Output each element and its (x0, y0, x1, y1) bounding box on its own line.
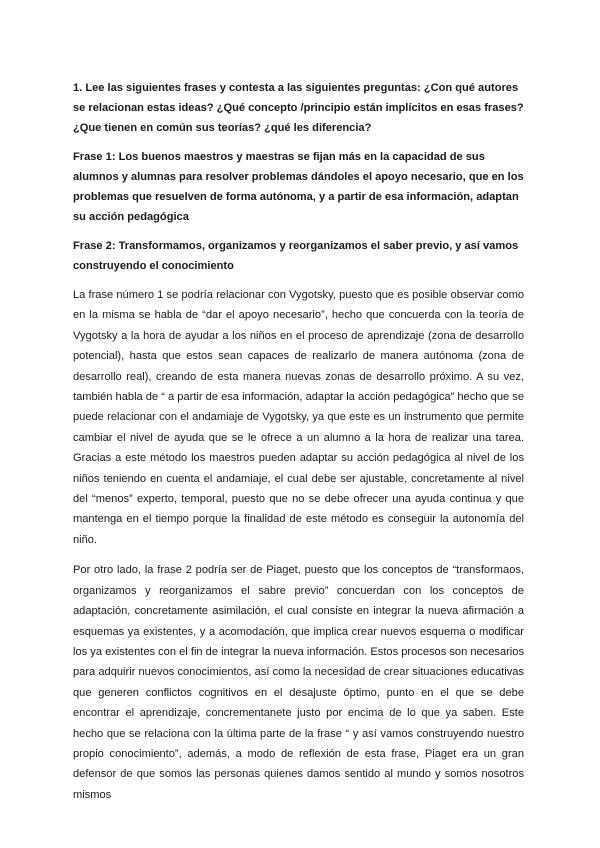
paragraph-vygotsky: La frase número 1 se podría relacionar con Vygotsky, puesto que es posible observar como en la misma se habla de “dar el apoyo necesario”, hecho que concuerda con la teoría de Vygotsky a la hora de ayudar a los niños en el proceso de aprendizaje (zona de desarrollo potencial), hasta que estos sean capaces de realizarlo de manera autónoma (zona de desarrollo real), creando de esta manera nuevas zonas de desarrollo próximo. A su vez, también habla de “ a partir de esa información, adaptar la acción pedagógica” hecho que se puede relacionar con el andamiaje de Vygotsky, ya que este es un instrumento que permite cambiar el nivel de ayuda que se le ofrece a un alumno a la hora de realizar una tarea. Gracias a este método los maestros pueden adaptar su acción pedagógica al nivel de los niños teniendo en cuenta el andamiaje, el cual debe ser ajustable, concretamente al nivel del “menos” experto, temporal, puesto que no se debe ofrecer una ayuda continua y que mantenga en el tiempo porque la finalidad de este método es conseguir la autonomía del niño. (73, 289, 524, 546)
frase-2-heading: Frase 2: Transformamos, organizamos y reorganizamos el saber previo, y así vamos construyendo el conocimiento (73, 240, 519, 272)
question-heading: 1. Lee las siguientes frases y contesta a las siguientes preguntas: ¿Con qué autores se relacionan estas ideas? ¿Qué concepto /principio están implícitos en esas frases? ¿Que tienen en común sus teorías? ¿qué les diferencia? (73, 82, 524, 134)
paragraph-piaget: Por otro lado, la frase 2 podría ser de Piaget, puesto que los conceptos de “transformaos, organizamos y reorganizamos el sabre previo” concuerdan con los conceptos de adaptación, concretamente asimilación, el cual consiste en integrar la nueva afirmación a esquemas ya existentes, y a acomodación, que implica crear nuevos esquema o modificar los ya existentes con el fin de integrar la nueva información. Estos procesos son necesarios para adquirir nuevos conocimientos, así como la necesidad de crear situaciones educativas que generen conflictos cognitivos en el desajuste óptimo, punto en el que se debe encontrar el aprendizaje, concrementanete justo por encima de lo que ya saben. Este hecho que se relaciona con la última parte de la frase “ y así vamos construyendo nuestro propio conocimiento”, además, a modo de reflexión de esta frase, Piaget era un gran defensor de que somos las personas quienes damos sentido al mundo y somos nosotros mismos (73, 564, 524, 801)
frase-1-heading: Frase 1: Los buenos maestros y maestras se fijan más en la capacidad de sus alumnos y alumnas para resolver problemas dándoles el apoyo necesario, que en los problemas que resuelven de forma autónoma, y a partir de esa información, adaptan su acción pedagógica (73, 151, 524, 223)
